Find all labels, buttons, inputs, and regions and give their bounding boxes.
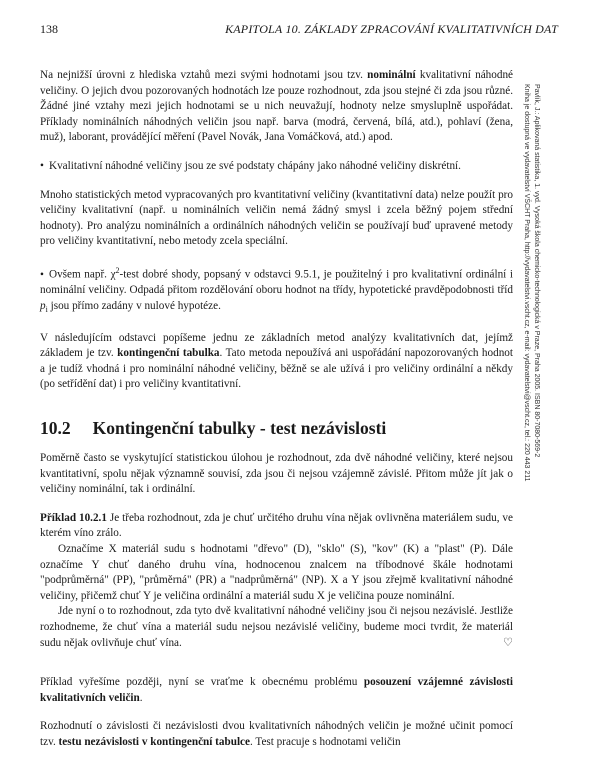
text: Na nejnižší úrovni z hlediska vztahů mezi svými hodnotami jsou tzv. [40,69,368,81]
term-assessment: posouzení vzájemné závislosti kvalitativních veličin [40,676,513,704]
text: . Test pracuje s hodnotami veličin [250,735,401,748]
bullet-discrete [40,159,513,175]
variable: p [40,299,46,312]
subscript: i [45,305,48,315]
page-body [40,68,513,751]
paragraph-test [40,719,513,750]
bullet-icon: • [40,159,44,172]
paragraph-methods: Mnoho statistických metod vypracovaných pro kvantitativní veličiny (kvantitativní data) nelze použít pro veličiny kvalitativní (např. u nominálních veličin nemá žádný smysl i zcela běžný pojem střední hodnoty). Pro analýzu nominálních a ordinálních náhodných veličin se používají buď upravené metody pro veličiny kvantitativní, nebo metody zcela speciální. [40,188,513,248]
text: Je třeba rozhodnout, zda je chuť určitého druhu vína nějak ovlivněna materiálem sudu, ve kterém víno zrálo. [40,511,513,540]
section-title: Kontingenční tabulky - test nezávislosti [92,418,387,439]
example-definitions: Označíme X materiál sudu s hodnotami "dřevo" (D), "sklo" (S), "kov" (K) a "plast" (P). Dále označíme Y chuť daného druhu vína, hodnocenou znalcem na tříbodnové škále hodnotami "podprůměrná" (PP), "průměrná" (PR) a "nadprůměrná" (NP). X a Y jsou zřejmě kvalitativní náhodné veličiny, přičemž chuť Y je veličina ordinální a materiál sudu X je veličina pouze nominální. [40,543,513,602]
text: Rozhodnutí o závislosti či nezávislosti dvou kvalitativních náhodných veličin je možné učinit pomocí tzv. [40,720,513,748]
text: Příklad vyřešíme později, nyní se vraťme k obecnému problému [40,676,364,689]
example-question [40,604,513,651]
term-independence-test: testu nezávislosti v kontingenční tabulce [58,735,250,748]
side-note-line-2: Kniha je dostupná ve vydavatelství VŠCHT Praha, http://vydavatelstvi.vscht.cz, e-mail: vydavatelstvi@vscht.cz, tel.: 220 443 211 [523,84,531,482]
superscript: 2 [115,265,120,275]
heart-icon: ♡ [502,636,513,649]
bullet-chi-square [40,263,513,318]
running-title: KAPITOLA 10. ZÁKLADY ZPRACOVÁNÍ KVALITATIVNÍCH DAT [225,22,558,36]
text: jsou přímo zadány v nulové hypotéze. [47,299,221,312]
page-number: 138 [40,22,58,36]
paragraph-contingency-intro [40,331,513,393]
page-header [40,22,558,38]
example-label: Příklad 10.2.1 [40,511,107,524]
text: Jde nyní o to rozhodnout, zda tyto dvě kvalitativní náhodné veličiny jsou či nejsou nezávislé. Jestliže rozhodneme, že chuť vína a materiál sudu nejsou nezávislé veličiny, budeme moci tvrdit, že materiál sudu nějak ovlivňuje chuť vína. [40,605,513,649]
section-heading [40,417,513,439]
paragraph-nominal [40,68,513,146]
term-contingency-table: kontingenční tabulka [117,347,220,360]
example-intro [40,511,513,542]
text: Ovšem např. χ [49,268,116,281]
text: -test dobré shody, popsaný v odstavci 9.5.1, je použitelný i pro kvalitativní ordinální i nominální veličiny. Odpadá přitom rozdělování oboru hodnot na třídy, hypotetické pravděpodobnosti tříd [40,268,513,297]
text: . Tato metoda nepoužívá ani uspořádání napozorovaných hodnot a je tudíž vhodná i pro nominální náhodné veličiny, běžně se ale užívá i pro veličiny ordinální a někdy (po setřídění dat) i pro veličiny kvantitativní. [40,347,514,391]
text: . [139,691,143,704]
text: kvalitativní náhodné veličiny. O jejich dvou pozorovaných hodnotách lze pouze rozhodnout, zda jsou stejné či zda jsou různé. Žádné jiné vztahy mezi jejich hodnotami se u nich neuvažují, hodnoty nelze smysluplně uspořádat. Příklady nominálních náhodných veličin jsou např. barva (modrá, červená, bílá, atd.), pohlaví (žena, muž), laborant, provádějící měření (Pavel Novák, Jana Vomáčková, atd.) apod. [40,69,514,144]
paragraph-problem: Poměrně často se vyskytující statistickou úlohou je rozhodnout, zda dvě náhodné veličiny, které nejsou kvantitativní, spolu nějak významně souvisí, zda jsou či nejsou vzájemně závislé. Přitom může jít jak o veličiny nominální, tak i ordinální. [40,452,513,496]
bullet-icon: • [40,268,44,281]
term-nominal: nominální [367,69,416,81]
section-number: 10.2 [40,418,71,439]
side-note-line-1: Pavlík, J.: Aplikovaná statistika, 1. vyd. Vysoká škola chemicko-technologická v Praze, Praha 2005. ISBN 80-7080-569-2 [533,84,540,458]
text: V následujícím odstavci popíšeme jednu ze základních metod analýzy kvalitativních dat, jejímž základem je tzv. [40,331,513,360]
text: Kvalitativní náhodné veličiny jsou ze své podstaty chápány jako náhodné veličiny diskrétní. [49,159,461,172]
paragraph-transition [40,675,513,706]
